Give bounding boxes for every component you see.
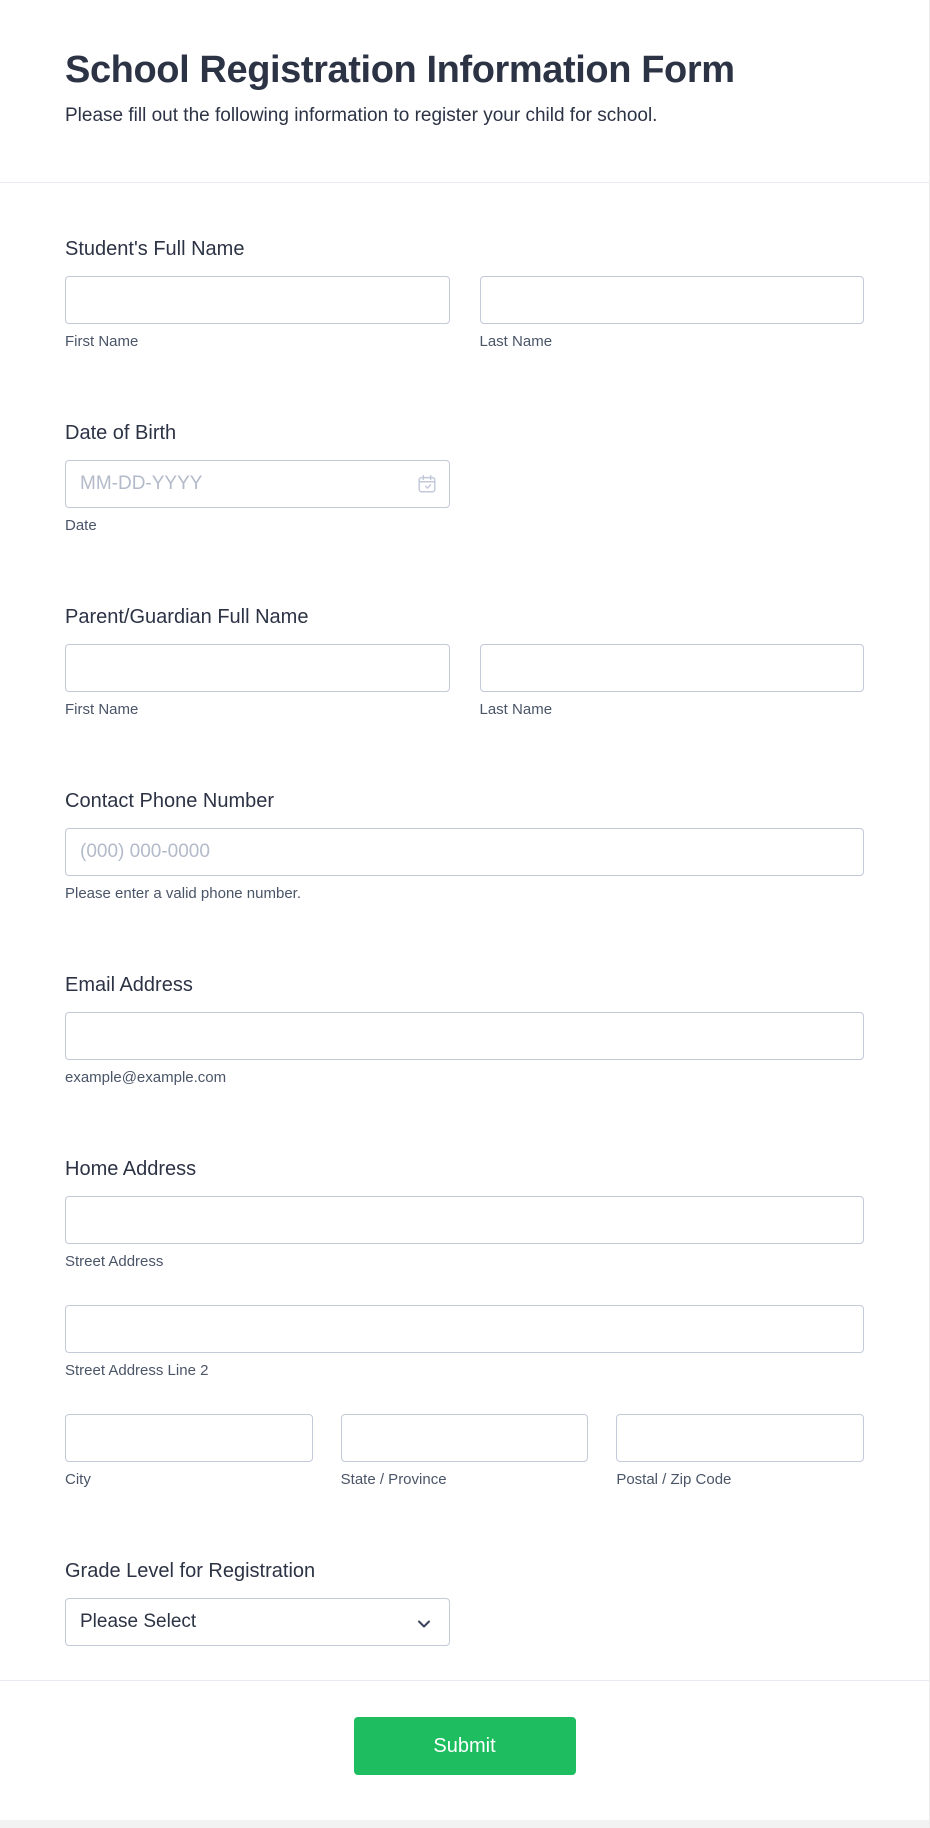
- date-of-birth-label: Date of Birth: [65, 422, 177, 444]
- calendar-icon[interactable]: [416, 473, 438, 495]
- state-sublabel: State / Province: [340, 1471, 447, 1488]
- form-header: [0, 0, 929, 183]
- submit-button[interactable]: Submit: [354, 1717, 576, 1775]
- question-student-name: [65, 235, 864, 351]
- parent-name-row: [65, 644, 864, 719]
- zip-group: [616, 1414, 864, 1489]
- zip-sublabel: Postal / Zip Code: [616, 1471, 732, 1488]
- state-input[interactable]: [341, 1414, 589, 1462]
- student-first-name-group: [65, 276, 450, 351]
- parent-last-name-group: [480, 644, 865, 719]
- phone-label: Contact Phone Number: [65, 790, 275, 812]
- parent-first-name-input[interactable]: [65, 644, 450, 692]
- parent-first-name-sublabel: First Name: [65, 701, 139, 718]
- grade-level-label: Grade Level for Registration: [65, 1560, 316, 1582]
- student-first-name-sublabel: First Name: [65, 333, 139, 350]
- date-sublabel: Date: [65, 517, 97, 534]
- date-input-wrap: [65, 460, 450, 508]
- student-name-row: [65, 276, 864, 351]
- student-last-name-group: [480, 276, 865, 351]
- street-address-sublabel: Street Address: [65, 1253, 164, 1270]
- question-home-address: [65, 1155, 864, 1489]
- street-address2-sublabel: Street Address Line 2: [65, 1362, 209, 1379]
- city-input[interactable]: [65, 1414, 313, 1462]
- student-first-name-input[interactable]: [65, 276, 450, 324]
- date-of-birth-input[interactable]: [65, 460, 450, 508]
- parent-last-name-input[interactable]: [480, 644, 865, 692]
- question-grade-level: [65, 1557, 864, 1646]
- zip-input[interactable]: [616, 1414, 864, 1462]
- street-address-group: [65, 1196, 864, 1271]
- city-state-zip-row: [65, 1414, 864, 1489]
- street-address2-input[interactable]: [65, 1305, 864, 1353]
- form-title: School Registration Information Form: [65, 49, 735, 91]
- email-label: Email Address: [65, 974, 193, 996]
- question-phone: [65, 787, 864, 903]
- form-subtitle: Please fill out the following information to register your child for school.: [65, 105, 658, 126]
- city-sublabel: City: [65, 1471, 91, 1488]
- email-sublabel: example@example.com: [65, 1069, 227, 1086]
- student-last-name-input[interactable]: [480, 276, 865, 324]
- chevron-down-icon: [416, 1616, 432, 1632]
- home-address-label: Home Address: [65, 1158, 197, 1180]
- question-date-of-birth: [65, 419, 864, 535]
- student-last-name-sublabel: Last Name: [479, 333, 553, 350]
- phone-input[interactable]: [65, 828, 864, 876]
- street-address-input[interactable]: [65, 1196, 864, 1244]
- page-bottom-strip: [0, 1820, 929, 1828]
- grade-level-select[interactable]: [65, 1598, 450, 1646]
- street-address2-group: [65, 1305, 864, 1380]
- phone-sublabel: Please enter a valid phone number.: [65, 885, 301, 902]
- parent-last-name-sublabel: Last Name: [479, 701, 553, 718]
- student-name-label: Student's Full Name: [65, 238, 245, 260]
- parent-first-name-group: [65, 644, 450, 719]
- parent-name-label: Parent/Guardian Full Name: [65, 606, 309, 628]
- submit-row: [0, 1681, 929, 1775]
- form-body: [0, 183, 929, 1646]
- city-group: [65, 1414, 313, 1489]
- state-group: [341, 1414, 589, 1489]
- question-email: [65, 971, 864, 1087]
- email-input[interactable]: [65, 1012, 864, 1060]
- grade-level-selected-value: Please Select: [80, 1611, 197, 1632]
- question-parent-name: [65, 603, 864, 719]
